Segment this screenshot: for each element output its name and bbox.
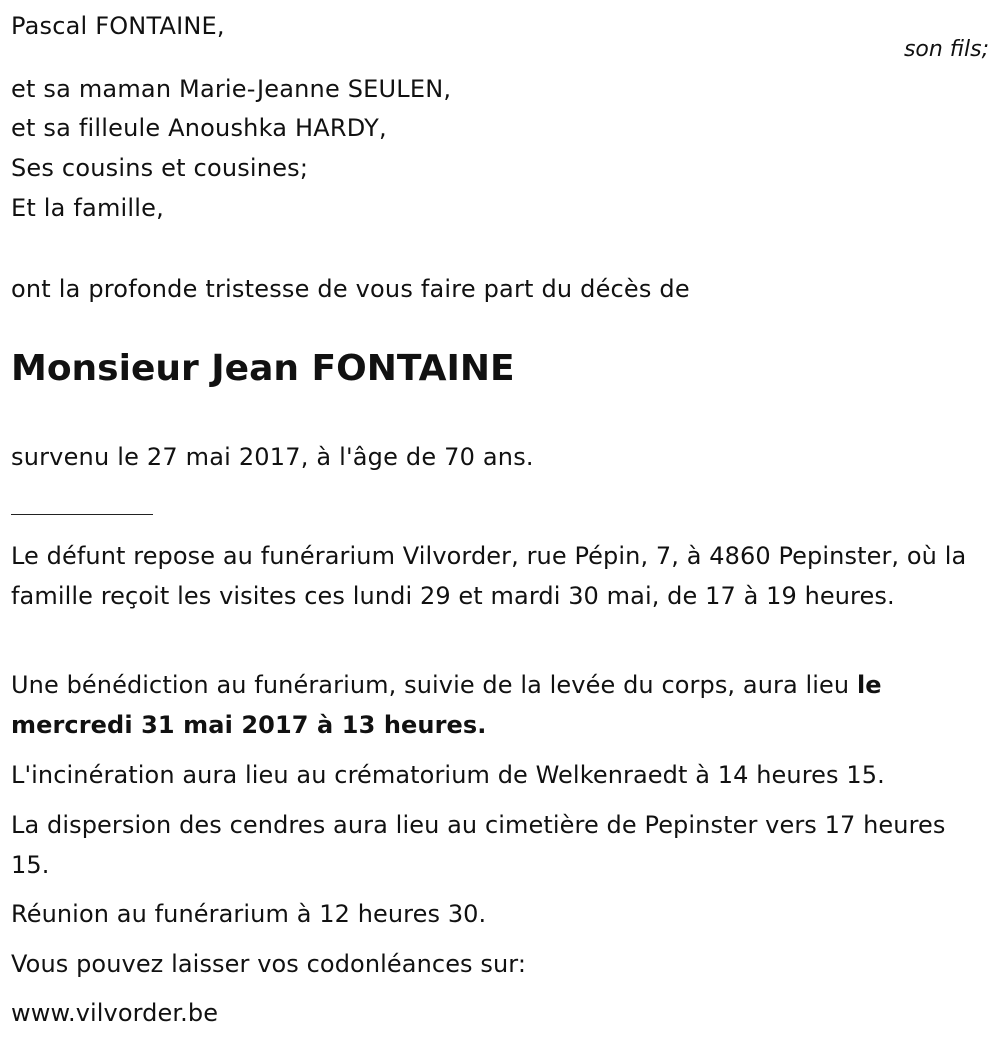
- blessing-date: le mercredi 31 mai 2017 à 13 heures.: [11, 671, 882, 739]
- family-line-goddaughter: et sa filleule Anoushka HARDY,: [11, 114, 387, 142]
- family-line-son: Pascal FONTAINE,: [11, 12, 225, 40]
- blessing-text: Une bénédiction au funérarium, suivie de la levée du corps, aura lieu: [11, 671, 857, 699]
- details-paragraph-meeting: Réunion au funérarium à 12 heures 30.: [11, 900, 487, 928]
- family-line-mother: et sa maman Marie-Jeanne SEULEN,: [11, 75, 452, 103]
- website-link[interactable]: www.vilvorder.be: [11, 999, 219, 1027]
- announcement-text: ont la profonde tristesse de vous faire part du décès de: [11, 275, 690, 303]
- details-paragraph-cremation: L'incinération aura lieu au crématorium de Welkenraedt à 14 heures 15.: [11, 761, 885, 789]
- details-paragraph-condolences: Vous pouvez laisser vos codonléances sur:: [11, 950, 527, 978]
- details-paragraph-ashes: La dispersion des cendres aura lieu au cimetière de Pepinster vers 17 heures 15.: [11, 811, 946, 879]
- deceased-name: Monsieur Jean FONTAINE: [11, 348, 515, 389]
- divider: [11, 514, 153, 515]
- details-paragraph-blessing: [11, 665, 989, 745]
- death-info: survenu le 27 mai 2017, à l'âge de 70 ans.: [11, 443, 534, 471]
- family-line-cousins: Ses cousins et cousines;: [11, 154, 309, 182]
- family-line-family: Et la famille,: [11, 194, 164, 222]
- relation-label: son fils;: [903, 37, 989, 62]
- details-paragraph-visits: Le défunt repose au funérarium Vilvorder, rue Pépin, 7, à 4860 Pepinster, où la famille reçoit les visites ces lundi 29 et mardi 30 mai, de 17 à 19 heures.: [11, 542, 967, 610]
